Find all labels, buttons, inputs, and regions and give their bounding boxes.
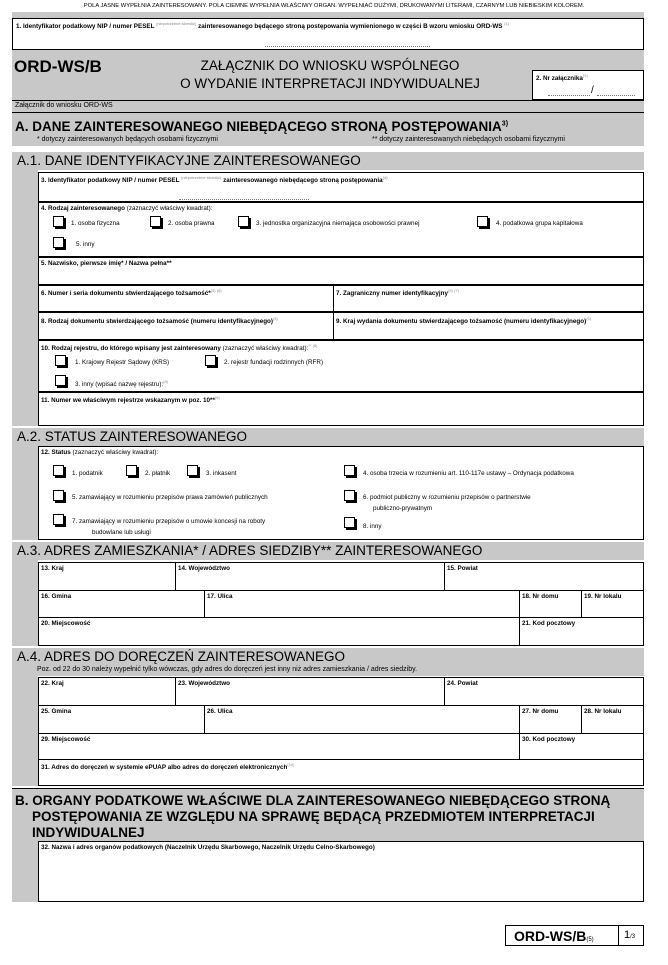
field-14-label: 14. Województwo (178, 565, 231, 572)
field-3-sup: (4) (382, 175, 388, 180)
form-title-line1: ZAŁĄCZNIK DO WNIOSKU WSPÓLNEGO (200, 58, 460, 73)
field-19-label: 19. Nr lokalu (584, 593, 622, 600)
field-21-label: 21. Kod pocztowy (522, 620, 576, 627)
field-2-digits-b (597, 90, 635, 96)
section-b-line1: B. ORGANY PODATKOWE WŁAŚCIWE DLA ZAINTERESOWANEGO NIEBĘDĄCEGO STRONĄ (15, 793, 611, 808)
field-4-hint: (zaznaczyć właściwy kwadrat): (126, 205, 213, 212)
field-27-nr-domu[interactable] (519, 705, 582, 734)
attachment-label: Załącznik do wniosku ORD-WS (15, 102, 113, 109)
a3-gutter (12, 560, 38, 646)
field-11-label: 11. Numer we właściwym rejestrze wskazanym w poz. 10** (41, 397, 215, 405)
field-7-label: 7. Zagraniczny numer identyfikacyjny (336, 290, 448, 298)
field-23-label: 23. Województwo (178, 680, 231, 687)
field-9-kraj-wydania[interactable] (333, 312, 644, 340)
section-a4-header (12, 648, 644, 676)
field-22-kraj[interactable] (38, 677, 176, 706)
field-19-nr-lokalu[interactable] (581, 590, 644, 618)
checkbox-zamawiajacy-koncesja[interactable] (53, 514, 64, 525)
field-1-prefix: 1. Identyfikator podatkowy NIP / numer PESEL (16, 23, 155, 31)
checkbox-platnik[interactable] (126, 465, 137, 476)
section-a-note2: ** dotyczy zainteresowanych niebędących osobami fizycznymi (372, 136, 565, 143)
section-b-line3: INDYWIDUALNEJ (32, 825, 145, 840)
a2-gutter (12, 446, 38, 540)
field-11-numer-rejestru[interactable] (38, 392, 644, 426)
footer-page: 1 (624, 929, 631, 941)
field-30-label: 30. Kod pocztowy (522, 736, 576, 743)
field-26-label: 26. Ulica (207, 708, 233, 715)
field-13-label: 13. Kraj (41, 565, 64, 572)
section-b-header (12, 788, 644, 841)
field-2-sup: (2) (582, 73, 588, 78)
form-title-line2: O WYDANIE INTERPRETACJI INDYWIDUALNEJ (180, 76, 480, 91)
a4-gutter (12, 676, 38, 786)
opt-podmiot-publiczny-cont: publiczno-prywatnym (373, 505, 433, 512)
section-a1-header (12, 152, 644, 170)
field-10-label: 10. Rodzaj rejestru, do którego wpisany jest zainteresowany (41, 345, 221, 353)
checkbox-inny[interactable] (53, 237, 64, 248)
field-31-label: 31. Adres do doręczeń w systemie ePUAP albo adres do doręczeń elektronicznych (41, 764, 288, 772)
field-24-label: 24. Powiat (447, 680, 478, 687)
opt-krs: 1. Krajowy Rejestr Sądowy (KRS) (75, 359, 170, 366)
checkbox-grupa-kapitalowa[interactable] (477, 216, 488, 227)
opt-platnik: 2. płatnik (145, 470, 171, 477)
field-10-sup: ** (8) (308, 343, 318, 348)
field-26-ulica[interactable] (204, 705, 520, 734)
footer-divider (618, 925, 619, 946)
opt-inny: 5. inny (76, 241, 95, 248)
field-29-miejscowosc[interactable] (38, 733, 520, 760)
form-code: ORD-WS/B (14, 57, 102, 76)
footer-version: (5) (586, 937, 594, 943)
field-5-nazwisko[interactable] (38, 257, 644, 285)
section-a3-header (12, 542, 644, 560)
field-7-sup: (5) (7) (447, 288, 459, 293)
checkbox-krs[interactable] (55, 355, 66, 366)
field-10-hint: (zaznaczyć właściwy kwadrat): (222, 345, 309, 353)
top-instruction: POLA JASNE WYPEŁNIA ZAINTERESOWANY. POLA CIEMNE WYPEŁNIA WŁAŚCIWY ORGAN. WYPEŁNIAĆ DUŻYMI, DRUKOWANYMI LITERAMI, CZARNYM LUB NIEBIESKIM KOLOREM. (83, 3, 585, 9)
checkbox-inny-rejestr[interactable] (55, 375, 66, 386)
footer-code: ORD-WS/B (514, 928, 587, 944)
section-a4-title: A.4. ADRES DO DORĘCZEŃ ZAINTERESOWANEGO (17, 649, 346, 664)
field-1-sup: (1) (504, 21, 510, 26)
section-a3-title: A.3. ADRES ZAMIESZKANIA* / ADRES SIEDZIBY** ZAINTERESOWANEGO (17, 543, 483, 558)
field-1-suffix: zainteresowanego będącego stroną postępowania wymienionego w części B wzoru wniosku ORD-WS (198, 23, 503, 31)
field-20-label: 20. Miejscowość (41, 620, 91, 627)
checkbox-osoba-trzecia[interactable] (344, 465, 355, 476)
field-4-rodzaj (38, 202, 644, 257)
field-32-label: 32. Nazwa i adres organów podatkowych (Naczelnik Urzędu Skarbowego, Naczelnik Urzędu Celno-Skarbowego) (41, 844, 375, 851)
opt-zamawiajacy-pzp: 5. zamawiający w rozumieniu przepisów prawa zamówień publicznych (72, 494, 268, 501)
field-12-status (38, 446, 644, 540)
field-3-suffix: zainteresowanego niebędącego stroną postępowania (223, 177, 383, 185)
checkbox-zamawiajacy-pzp[interactable] (53, 490, 64, 501)
field-25-label: 25. Gmina (41, 708, 72, 715)
opt-osoba-prawna: 2. osoba prawna (168, 220, 215, 227)
field-3-nip-pesel[interactable] (38, 172, 644, 202)
field-1-digit-grid (265, 41, 430, 47)
opt-inny-rejestr: 3. inny (wpisać nazwę rejestru): (75, 381, 164, 389)
field-2-separator: / (591, 85, 594, 96)
field-6-label: 6. Numer i seria dokumentu stwierdzającego tożsamość* (41, 290, 211, 298)
checkbox-rfr[interactable] (205, 355, 216, 366)
field-11-sup: (8) (214, 395, 220, 400)
field-27-label: 27. Nr domu (522, 708, 559, 715)
field-28-label: 28. Nr lokalu (584, 708, 622, 715)
opt-zamawiajacy-koncesja-cont: budowlane lub usługi (92, 529, 151, 536)
field-3-digit-grid (179, 194, 309, 200)
field-3-prefix: 3. Identyfikator podatkowy NIP / numer PESEL (41, 177, 180, 185)
section-a2-header (12, 428, 644, 446)
opt-osoba-trzecia: 4. osoba trzecia w rozumieniu art. 110-117e ustawy – Ordynacja podatkowa (363, 470, 574, 477)
checkbox-podmiot-publiczny[interactable] (344, 490, 355, 501)
opt-zamawiajacy-koncesja: 7. zamawiający w rozumieniu przepisów o umowie koncesji na roboty (72, 518, 266, 525)
opt-rfr: 2. rejestr fundacji rodzinnych (RFR) (224, 359, 324, 366)
field-18-nr-domu[interactable] (519, 590, 582, 618)
field-12-hint: (zaznaczyć właściwy kwadrat): (72, 449, 159, 456)
field-1-nip-pesel[interactable] (12, 18, 644, 50)
field-30-kod-pocztowy[interactable] (519, 733, 644, 760)
field-15-label: 15. Powiat (447, 565, 478, 572)
b-gutter (12, 840, 38, 902)
opt-jednostka: 3. jednostka organizacyjna niemająca osobowości prawnej (256, 220, 420, 227)
section-a-sup: 3) (501, 120, 509, 128)
checkbox-osoba-fizyczna[interactable] (53, 216, 64, 227)
opt-osoba-fizyczna: 1. osoba fizyczna (71, 220, 120, 227)
a1-gutter (12, 170, 38, 426)
field-23-wojewodztwo[interactable] (175, 677, 445, 706)
opt-podatnik: 1. podatnik (72, 470, 103, 477)
field-8-sup: (5) (272, 316, 278, 321)
section-a-header (12, 112, 644, 146)
field-17-ulica[interactable] (204, 590, 520, 618)
field-21-kod-pocztowy[interactable] (519, 617, 644, 646)
field-24-powiat[interactable] (444, 677, 644, 706)
field-4-label: 4. Rodzaj zainteresowanego (41, 205, 125, 212)
field-5-label: 5. Nazwisko, pierwsze imię* / Nazwa pełna** (41, 260, 172, 267)
footer-page-total: /3 (630, 934, 636, 940)
field-18-label: 18. Nr domu (522, 593, 559, 600)
footer-box (505, 925, 644, 946)
checkbox-osoba-prawna[interactable] (150, 216, 161, 227)
field-2-label: 2. Nr załącznika (536, 75, 583, 83)
field-15-powiat[interactable] (444, 562, 644, 591)
field-9-sup: (5) (586, 316, 592, 321)
field-31-sup: (10) (287, 762, 295, 767)
field-28-nr-lokalu[interactable] (581, 705, 644, 734)
field-29-label: 29. Miejscowość (41, 736, 91, 743)
section-a1-title: A.1. DANE IDENTYFIKACYJNE ZAINTERESOWANEGO (17, 153, 361, 168)
field-2-nr-zalacznika[interactable] (532, 70, 644, 100)
field-2-digits-a (548, 90, 590, 96)
checkbox-jednostka[interactable] (238, 216, 249, 227)
section-a2-title: A.2. STATUS ZAINTERESOWANEGO (17, 429, 248, 444)
section-a-note1: * dotyczy zainteresowanych będących osobami fizycznymi (37, 136, 218, 143)
opt-inny-rejestr-sup: (9) (163, 379, 169, 384)
field-8-label: 8. Rodzaj dokumentu stwierdzającego tożsamość (numeru identyfikacyjnego) (41, 318, 273, 326)
field-22-label: 22. Kraj (41, 680, 64, 687)
field-13-kraj[interactable] (38, 562, 176, 591)
opt-grupa-kapitalowa: 4. podatkowa grupa kapitałowa (496, 220, 583, 227)
opt-inny-status: 8. inny (363, 523, 382, 530)
field-7-zagraniczny-numer[interactable] (333, 285, 644, 312)
field-20-miejscowosc[interactable] (38, 617, 520, 646)
field-8-rodzaj-dokumentu[interactable] (38, 312, 334, 340)
field-12-label: 12. Status (41, 449, 71, 456)
field-10-rodzaj-rejestru (38, 340, 644, 392)
checkbox-inny-status[interactable] (344, 517, 355, 528)
section-a4-note: Poz. od 22 do 30 należy wypełnić tylko wówczas, gdy adres do doręczeń jest inny niż adres zamieszkania / adres siedziby. (37, 666, 418, 673)
field-31-adres-epuap[interactable] (38, 759, 644, 786)
field-25-gmina[interactable] (38, 705, 205, 734)
field-9-label: 9. Kraj wydania dokumentu stwierdzającego tożsamość (numeru identyfikacyjnego) (336, 318, 587, 326)
field-14-wojewodztwo[interactable] (175, 562, 445, 591)
field-16-gmina[interactable] (38, 590, 205, 618)
field-1-note: (niepotrzebne skreślić) (156, 21, 197, 26)
section-a-title: A. DANE ZAINTERESOWANEGO NIEBĘDĄCEGO STRONĄ POSTĘPOWANIA (15, 119, 502, 134)
field-17-label: 17. Ulica (207, 593, 233, 600)
checkbox-inkasent[interactable] (187, 465, 198, 476)
section-b-line2: POSTĘPOWANIA ZE WZGLĘDU NA SPRAWĘ BĘDĄCĄ PRZEDMIOTEM INTERPRETACJI (32, 809, 595, 824)
field-6-numer-dokumentu[interactable] (38, 285, 334, 312)
opt-inkasent: 3. inkasent (206, 470, 237, 477)
checkbox-podatnik[interactable] (53, 465, 64, 476)
field-32-organy-podatkowe[interactable] (38, 841, 644, 902)
field-6-sup: (5) (6) (210, 288, 222, 293)
opt-podmiot-publiczny: 6. podmiot publiczny w rozumieniu przepisów o partnerstwie (363, 494, 531, 501)
field-3-note: (niepotrzebne skreślić) (181, 175, 222, 180)
field-16-label: 16. Gmina (41, 593, 72, 600)
